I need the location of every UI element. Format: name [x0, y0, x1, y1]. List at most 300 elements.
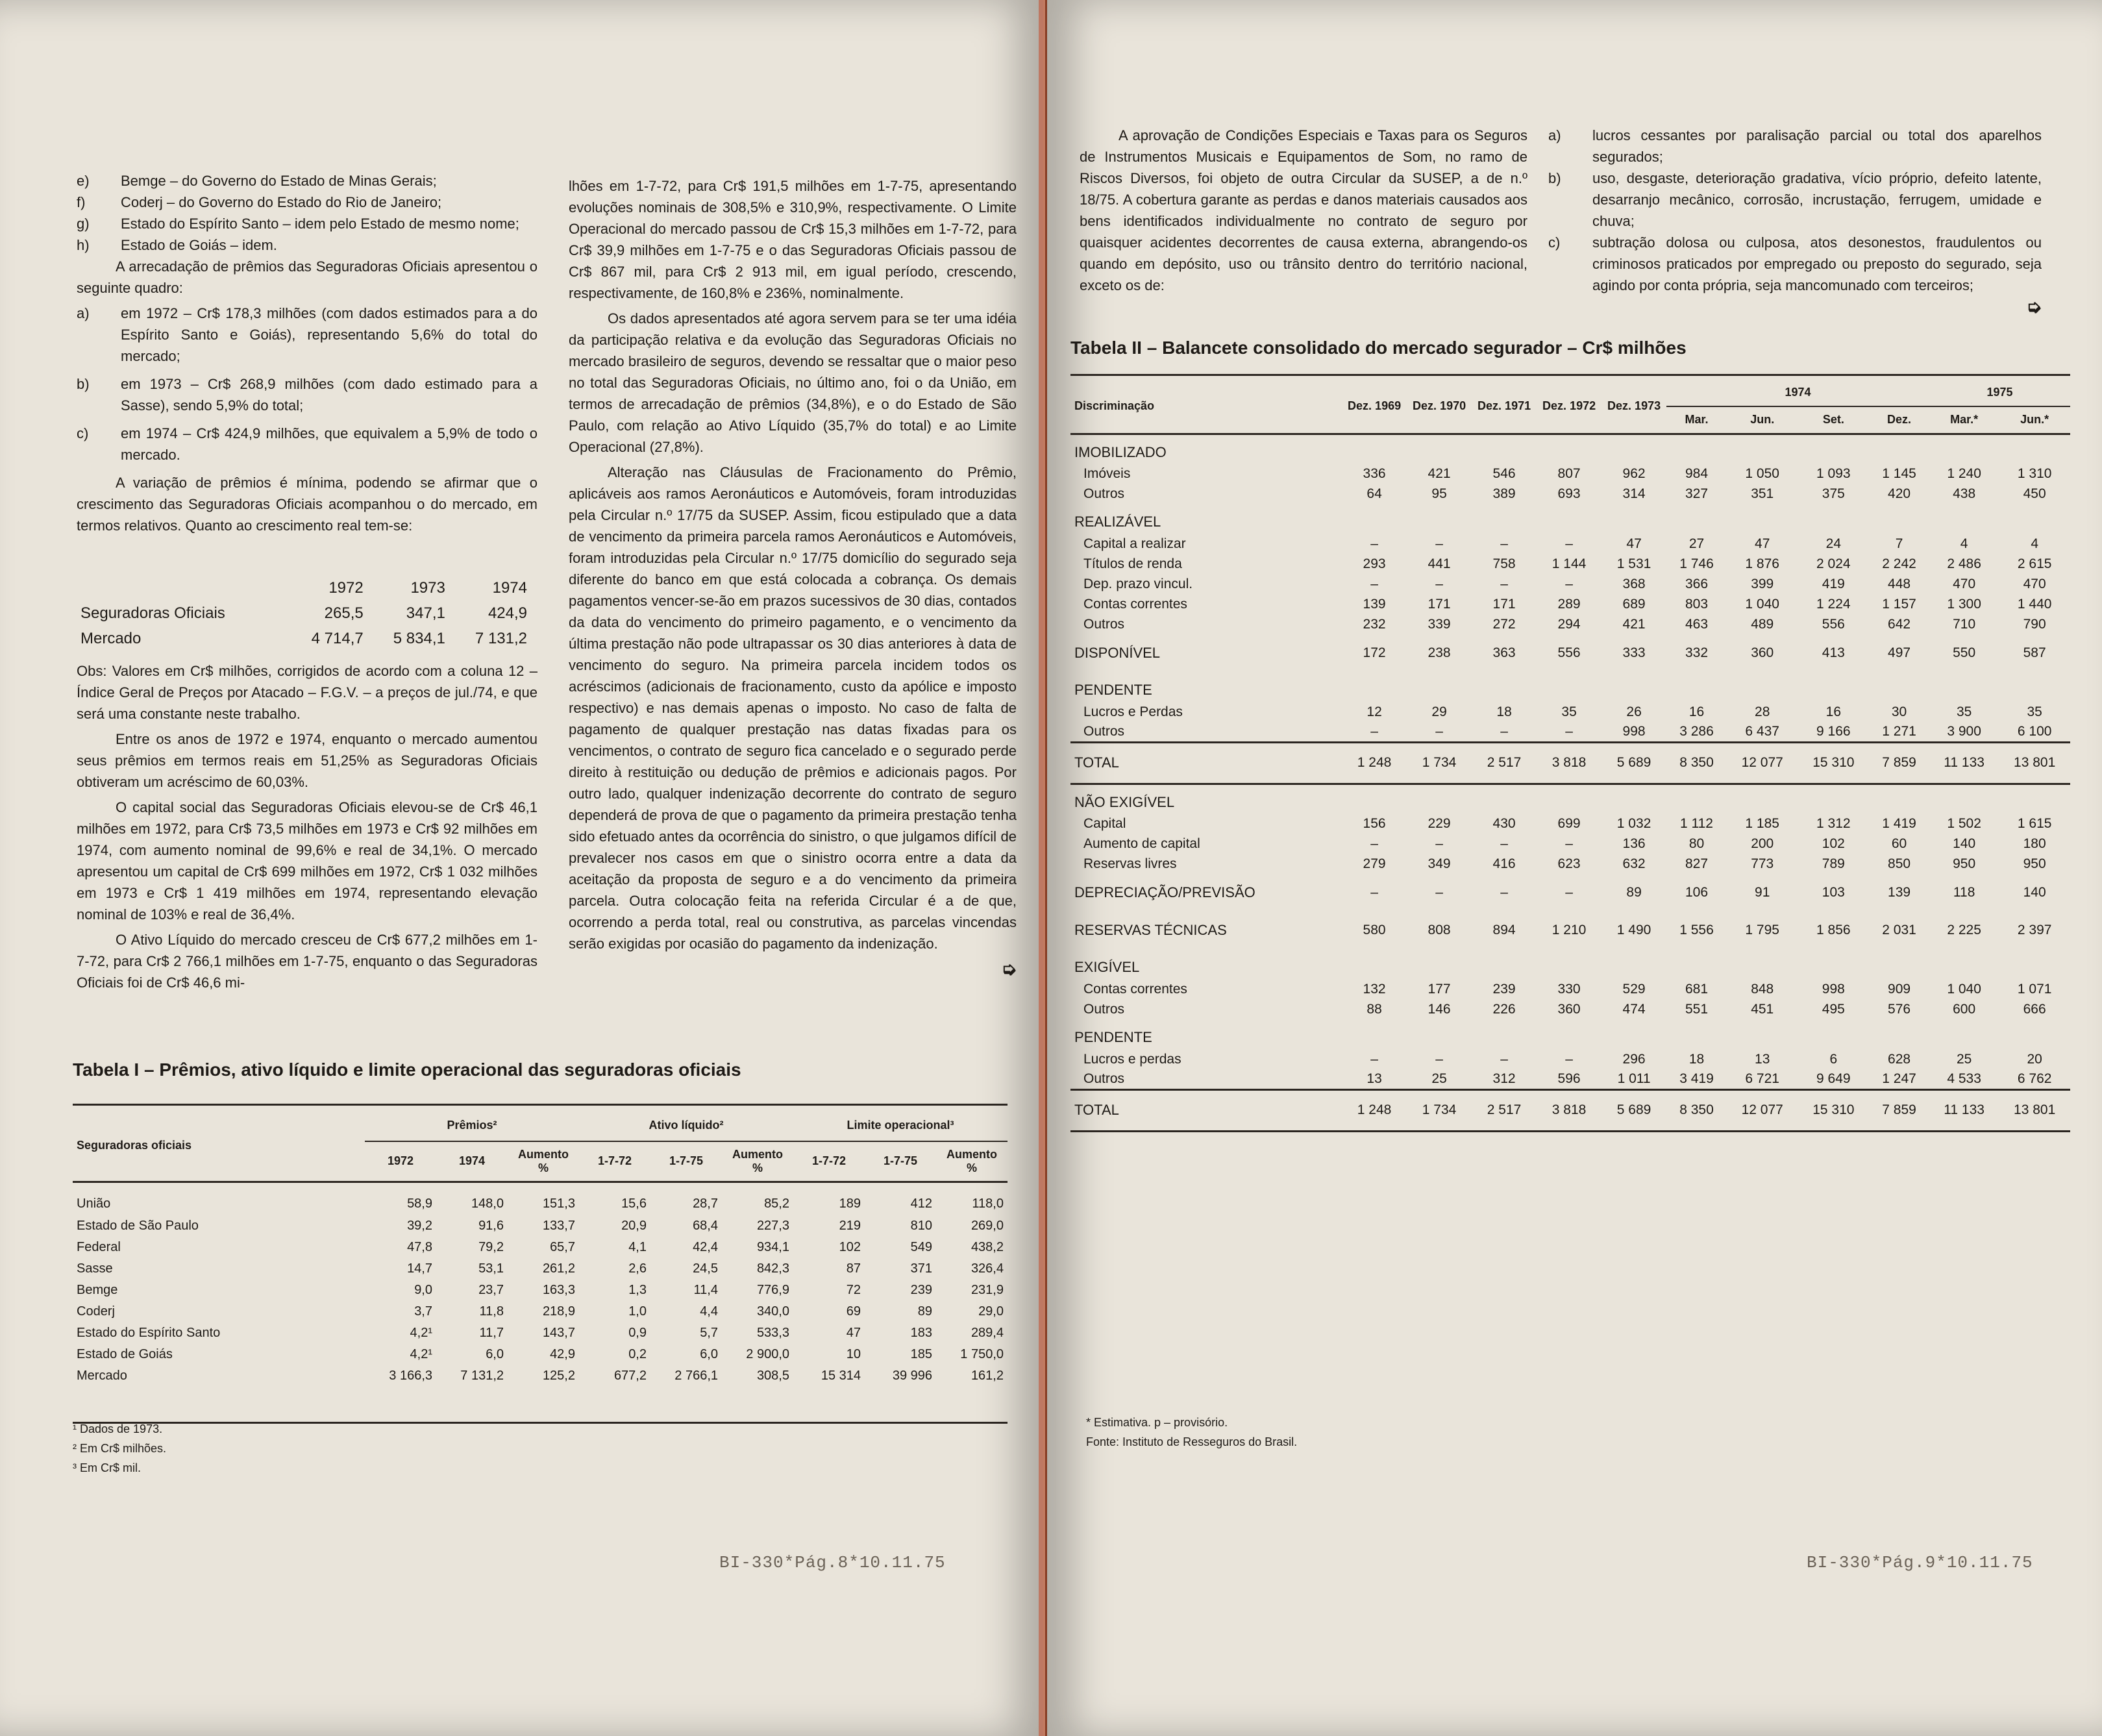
table-cell: 366: [1685, 576, 1709, 591]
table-cell: 962: [1622, 465, 1646, 481]
table-cell: 332: [1685, 645, 1709, 660]
table-cell: 1 419: [1882, 815, 1916, 831]
table-cell: 4,2¹: [410, 1347, 432, 1361]
table-cell: 12: [1366, 704, 1382, 719]
subcolumn-header: 1972: [387, 1154, 414, 1168]
observation-note: Obs: Valores em Cr$ milhões, corrigidos de acordo com a coluna 12 – Índice Geral de Preços por Atacado – F.G.V. – a preços de jul./74, e que será uma constante neste trabalho.: [77, 663, 538, 722]
table-cell: 1 185: [1745, 815, 1779, 831]
table-cell: 1 210: [1552, 923, 1587, 937]
table-cell: 293: [1363, 556, 1386, 571]
table-row: [73, 1301, 1008, 1322]
table-cell: 330: [1557, 981, 1581, 997]
list-item: f) Coderj – do Governo do Estado do Rio de Janeiro;: [77, 194, 442, 210]
table-cell: 340,0: [756, 1304, 789, 1319]
table-cell: 326,4: [971, 1261, 1004, 1276]
table-cell: 47: [1755, 536, 1770, 551]
table-cell: 140: [1953, 836, 1976, 851]
table-cell: 29: [1431, 704, 1447, 719]
list-item: h) Estado de Goiás – idem.: [77, 237, 277, 253]
table-cell: 2 031: [1882, 923, 1916, 937]
table-cell: 88: [1366, 1001, 1382, 1017]
table-cell: 8 350: [1679, 755, 1714, 770]
table-cell: 810: [910, 1219, 932, 1233]
table-cell: 106: [1685, 885, 1709, 900]
table-cell: 421: [1622, 616, 1646, 632]
table-cell: 419: [1822, 576, 1845, 591]
table-cell: 6 762: [2017, 1071, 2052, 1086]
table-cell: 189: [839, 1197, 861, 1211]
list-item: b) em 1973 – Cr$ 268,9 milhões (com dado estimado para a Sasse), sendo 5,9% do total;: [77, 376, 538, 414]
table-cell: 790: [2023, 616, 2046, 632]
section-label: REALIZÁVEL: [1074, 514, 1161, 530]
footnote: * Estimativa. p – provisório.: [1086, 1416, 1228, 1429]
table-cell: 3 286: [1679, 723, 1714, 739]
table-cell: 1 040: [1947, 981, 1981, 997]
table-cell: 9 166: [1816, 723, 1851, 739]
table-divider: [73, 1422, 1008, 1424]
table-cell: 314: [1622, 486, 1646, 501]
table-cell: 143,7: [542, 1326, 575, 1340]
table-cell: 950: [1953, 856, 1976, 871]
group-header: Limite operacional³: [793, 1110, 1008, 1141]
table-row: [1070, 999, 2070, 1019]
table-cell: 421: [1428, 465, 1451, 481]
footnote: ³ Em Cr$ mil.: [73, 1461, 141, 1474]
table-cell: 140: [2023, 885, 2046, 900]
table-cell: 308,5: [756, 1369, 789, 1383]
table-cell: 1 440: [2017, 596, 2052, 612]
table-cell: 1 224: [1816, 596, 1851, 612]
table-row: [1070, 834, 2070, 854]
table-cell: 463: [1685, 616, 1709, 632]
table-cell: 8 350: [1679, 1102, 1714, 1117]
table-cell: 296: [1622, 1051, 1646, 1067]
section-label: PENDENTE: [1074, 1029, 1152, 1045]
table-cell: –: [1370, 576, 1378, 591]
table-cell: 909: [1888, 981, 1911, 997]
table-row: [73, 1344, 1008, 1365]
source-note: Fonte: Instituto de Resseguros do Brasil.: [1086, 1435, 1298, 1448]
table-cell: 327: [1685, 486, 1709, 501]
table-cell: 773: [1751, 856, 1774, 871]
row-label: Estado de Goiás: [77, 1347, 173, 1361]
group-header: Prêmios²: [365, 1110, 579, 1141]
table-cell: 3 900: [1947, 723, 1981, 739]
group-header: 1975: [1929, 379, 2070, 406]
table-cell: 6 721: [1745, 1071, 1779, 1086]
table-cell: 238: [1428, 645, 1451, 660]
table-cell: 441: [1428, 556, 1451, 571]
section-label: IMOBILIZADO: [1074, 443, 1167, 460]
table-cell: 231,9: [971, 1283, 1004, 1297]
year-header: Dez. 1973: [1607, 399, 1661, 412]
table-cell: 7 131,2: [460, 1369, 504, 1383]
table-cell: 2 242: [1882, 556, 1916, 571]
table-cell: 850: [1888, 856, 1911, 871]
table-cell: 11,7: [479, 1326, 504, 1340]
table-cell: 269,0: [971, 1219, 1004, 1233]
table-cell: –: [1500, 1051, 1508, 1067]
row-label: Lucros e perdas: [1083, 1051, 1181, 1067]
table-cell: 28,7: [693, 1197, 718, 1211]
table-cell: 416: [1492, 856, 1516, 871]
table-row: [73, 1280, 1008, 1301]
table-cell: 2 397: [2017, 923, 2052, 937]
year-header: Dez. 1969: [1348, 399, 1402, 412]
table-cell: 360: [1751, 645, 1774, 660]
table-cell: 1 240: [1947, 465, 1981, 481]
year-header: 1974: [492, 579, 527, 597]
table-row: Seguradoras Oficiais 265,5 347,1 424,9: [80, 604, 527, 622]
table-cell: –: [1370, 836, 1378, 851]
table-cell: 11 133: [1944, 755, 1985, 770]
row-label: Outros: [1083, 486, 1125, 501]
table-cell: 1 310: [2017, 465, 2052, 481]
table-cell: 2 517: [1487, 755, 1522, 770]
month-header: Jun.: [1750, 413, 1775, 427]
table-cell: 16: [1825, 704, 1841, 719]
section-row: [1070, 672, 2070, 702]
year-header: 1972: [328, 579, 364, 597]
table-cell: –: [1435, 1051, 1443, 1067]
list-item: a) em 1972 – Cr$ 178,3 milhões (com dados estimados para a do Espírito Santo e Goiás), representando 5,6% do total do mercado;: [77, 305, 538, 364]
table-cell: 219: [839, 1219, 861, 1233]
table-cell: 984: [1685, 465, 1709, 481]
paragraph: Alteração nas Cláusulas de Fracionamento do Prêmio, aplicáveis aos ramos Aeronáuticos e Automóveis, foram introduzidas pela Circular n.º 17/75 da SUSEP. Assim, ficou estipulado que a data de vencimento da primeira parcela ramos Aeronáuticos e Automóveis, foram introduzidas pela Circular n.º 17/75 domicílio do segurado seja diferente do banco em que está colocada a cobrança. Os demais pagamentos vencer-se-ão em prazos sucessivos de 30 dias, contados da data do vencimento do primeiro pagamento, e o vencimento da última prestação não pode ultrapassar os 30 dias anteriores à data de vencimento do seguro. Na primeira parcela incidem todos os acréscimos (adicionais de fracionamento, custo da apólice e imposto respectivo) e nas demais apenas o imposto. No caso de falta de pagamento de qualquer prestação nas datas fixadas para os vencimentos, o contrato de seguro fica cancelado e o segurado perde direito à restituição ou dedução de prêmios e adicionais pagos. Por outro lado, qualquer indenização decorrente do contrato de seguro dependerá de prova de que o pagamento da primeira prestação tenha sido efetuado antes da ocorrência do sinistro, o que julgamos difícil de prevalecer nos casos em que o sinistro ocorra entre a data da aceitação da proposta de seguro e a do vencimento da primeira parcela. Outra colocação feita na referida Circular é a de que, ocorrendo a perda total, real ou construtiva, as parcelas vincendas serão exigidas por ocasião do pagamento da indenização.: [569, 464, 1017, 952]
table-cell: 10: [846, 1347, 861, 1361]
paragraph: Os dados apresentados até agora servem para se ter uma idéia da participação relativa e da evolução das Seguradoras Oficiais no mercado brasileiro de seguros, devendo se ressaltar que o maior peso no total das Seguradoras Oficiais, no último ano, foi o da União, em termos de arrecadação de prêmios (34,8%), e o do Estado de São Paulo, com relação ao Ativo Líquido (35,7% do total) e ao Limite Operacional (27,8%).: [569, 310, 1017, 455]
table-cell: 642: [1888, 616, 1911, 632]
list-premiums: [77, 303, 538, 465]
table-2-title: Tabela II – Balancete consolidado do mercado segurador – Cr$ milhões: [1070, 338, 1687, 358]
table-cell: 7 859: [1882, 1102, 1916, 1117]
table-row: [1070, 979, 2070, 999]
table-cell: 489: [1751, 616, 1774, 632]
table-cell: 58,9: [407, 1197, 432, 1211]
table-cell: 827: [1685, 856, 1709, 871]
continue-arrow-icon: ➭: [1001, 959, 1017, 979]
month-header: Jun.*: [2020, 413, 2049, 427]
table-cell: 529: [1622, 981, 1646, 997]
table-cell: 4: [2031, 536, 2038, 551]
table-cell: 60: [1891, 836, 1907, 851]
paragraph: A arrecadação de prêmios das Seguradoras Oficiais apresentou o seguinte quadro:: [77, 258, 538, 296]
table-cell: 1 876: [1745, 556, 1779, 571]
row-label: Lucros e Perdas: [1083, 704, 1183, 719]
table-cell: 1 011: [1617, 1071, 1651, 1086]
table-cell: –: [1435, 836, 1443, 851]
table-cell: 35: [1956, 704, 1972, 719]
table-cell: 789: [1822, 856, 1845, 871]
table-cell: 375: [1822, 486, 1845, 501]
table-cell: 1 556: [1679, 923, 1714, 937]
table-cell: 72: [846, 1283, 861, 1297]
table-cell: 1 040: [1745, 596, 1779, 612]
table-cell: 0,2: [628, 1347, 647, 1361]
table-row: [1070, 722, 2070, 742]
list-item: e) Bemge – do Governo do Estado de Minas Gerais;: [77, 173, 437, 189]
table-cell: 1 734: [1422, 1102, 1457, 1117]
right-page: [1047, 0, 2102, 1736]
table-cell: 450: [2023, 486, 2046, 501]
table-cell: 1 112: [1679, 815, 1713, 831]
paragraph: Entre os anos de 1972 e 1974, enquanto o mercado aumentou seus prêmios em termos reais em 51,25% as Seguradoras Oficiais obtiveram um acréscimo de 60,03%.: [77, 731, 538, 790]
table-cell: 15 310: [1812, 1102, 1855, 1117]
paragraph: lhões em 1-7-72, para Cr$ 191,5 milhões em 1-7-75, apresentando evoluções nominais de 308,5% e 310,9%, respectivamente. O Limite Operacional do mercado passou de Cr$ 15,3 milhões em 1-7-72, para Cr$ 39,9 milhões em 1-7-75 e o das Seguradoras Oficiais passou de Cr$ 867 mil, para Cr$ 2 913 mil, em igual período, crescendo, respectivamente, de 160,8% e 236%, nominalmente.: [569, 178, 1017, 301]
table-cell: 79,2: [478, 1240, 504, 1254]
table-row: Mercado 4 714,7 5 834,1 7 131,2: [80, 630, 527, 647]
table-cell: 1 247: [1882, 1071, 1916, 1086]
section-label: PENDENTE: [1074, 682, 1152, 698]
table-row: [1070, 1069, 2070, 1089]
row-label: TOTAL: [1074, 754, 1119, 771]
table-cell: 470: [1953, 576, 1976, 591]
table-cell: 681: [1685, 981, 1709, 997]
table-cell: 35: [2027, 704, 2042, 719]
table-cell: 1 856: [1816, 923, 1851, 937]
table-cell: 0,9: [628, 1326, 647, 1340]
table-cell: 1 157: [1882, 596, 1916, 612]
row-label: Reservas livres: [1083, 856, 1177, 871]
table-cell: 18: [1688, 1051, 1705, 1067]
table-cell: 148,0: [471, 1197, 504, 1211]
table-cell: –: [1565, 576, 1573, 591]
table-cell: 177: [1428, 981, 1451, 997]
table-cell: –: [1500, 576, 1508, 591]
footnote: ¹ Dados de 1973.: [73, 1422, 163, 1435]
table-cell: 4,1: [628, 1240, 647, 1254]
table-cell: 2 766,1: [674, 1369, 718, 1383]
table-cell: 24,5: [693, 1261, 718, 1276]
table-cell: 474: [1622, 1001, 1646, 1017]
table-cell: 628: [1888, 1051, 1911, 1067]
table-cell: 998: [1622, 723, 1646, 739]
table-cell: 1 531: [1616, 556, 1651, 571]
table-cell: 1 145: [1882, 465, 1916, 481]
list-governments: [77, 170, 538, 256]
table-row: [1070, 911, 2070, 949]
table-cell: 351: [1751, 486, 1774, 501]
table-cell: 689: [1622, 596, 1646, 612]
table-cell: 23,7: [478, 1283, 504, 1297]
table-cell: 5 689: [1616, 1102, 1651, 1117]
table-cell: 227,3: [756, 1219, 789, 1233]
table-cell: 497: [1888, 645, 1911, 660]
table-cell: 6: [1829, 1051, 1838, 1067]
left-column-2: [569, 175, 1017, 981]
paragraph: O capital social das Seguradoras Oficiais elevou-se de Cr$ 46,1 milhões em 1972, para Cr$ 73,5 milhões em 1973 e Cr$ 92 milhões em 1974, com aumento nominal de 99,6% e real de 34,1%. O mercado apresentou um capital de Cr$ 699 milhões em 1972, Cr$ 1 032 milhões em 1973 e Cr$ 1 419 milhões em 1974, representando elevação nominal de 103% e real de 36,4%.: [77, 799, 538, 923]
table-row: [1070, 634, 2070, 672]
table-cell: 30: [1891, 704, 1907, 719]
subcolumn-header: 1-7-72: [597, 1154, 632, 1168]
table-cell: 279: [1363, 856, 1386, 871]
table-cell: 363: [1492, 645, 1516, 660]
table-cell: –: [1370, 885, 1378, 900]
table-cell: 95: [1431, 486, 1447, 501]
table-cell: 451: [1751, 1001, 1774, 1017]
table-cell: 29,0: [978, 1304, 1004, 1319]
table-cell: 13 801: [2014, 1102, 2056, 1117]
table-cell: 438,2: [971, 1240, 1004, 1254]
table-cell: 3 818: [1552, 1102, 1587, 1117]
table-row: [1070, 594, 2070, 614]
table-cell: 118: [1953, 885, 1975, 900]
table-cell: 103: [1822, 885, 1845, 900]
table-cell: 1 312: [1816, 815, 1851, 831]
table-cell: 842,3: [756, 1261, 789, 1276]
table-cell: 239: [910, 1283, 932, 1297]
table-cell: 185: [910, 1347, 932, 1361]
row-label: TOTAL: [1074, 1102, 1119, 1118]
row-label: Coderj: [77, 1304, 115, 1319]
table-cell: 371: [910, 1261, 932, 1276]
table-divider: [73, 1104, 1008, 1106]
table-cell: 136: [1622, 836, 1646, 851]
row-label: Contas correntes: [1083, 596, 1187, 612]
table-cell: 934,1: [756, 1240, 789, 1254]
left-column-1: [77, 170, 538, 997]
table-1: [73, 1110, 1008, 1387]
group-header: 1974: [1666, 379, 1929, 406]
table-cell: –: [1565, 885, 1573, 900]
table-cell: 693: [1557, 486, 1581, 501]
right-column-1: [1080, 125, 1527, 300]
table-row: [73, 1237, 1008, 1258]
table-cell: 272: [1492, 616, 1516, 632]
table-cell: 3 166,3: [389, 1369, 432, 1383]
table-cell: 15 314: [821, 1369, 861, 1383]
paragraph: A aprovação de Condições Especiais e Taxas para os Seguros de Instrumentos Musicais e Equipamentos de Som, no ramo de Riscos Diversos, foi objeto de outra Circular da SUSEP, a de n.º 18/75. A cobertura garante as perdas e danos materiais causados aos bens identificados individualmente no contrato de seguro por quaisquer acidentes decorrentes de causa externa, abrangendo-os quando em depósito, uso ou trânsito dentro do território nacional, exceto os de:: [1080, 127, 1527, 293]
table-cell: 102: [1822, 836, 1845, 851]
table-row: [73, 1258, 1008, 1280]
table-cell: 69: [846, 1304, 861, 1319]
table-cell: –: [1500, 536, 1508, 551]
table-cell: 12 077: [1741, 755, 1783, 770]
table-cell: 368: [1622, 576, 1646, 591]
table-cell: –: [1370, 1051, 1378, 1067]
table-cell: 180: [2023, 836, 2046, 851]
table-2: [1070, 379, 2070, 1132]
table-cell: 1 248: [1357, 755, 1392, 770]
table-cell: 336: [1363, 465, 1386, 481]
table-cell: 294: [1557, 616, 1581, 632]
table-cell: 28: [1755, 704, 1770, 719]
total-row: [1070, 742, 2070, 784]
year-header: Dez. 1972: [1542, 399, 1596, 412]
table-cell: 91: [1755, 885, 1770, 900]
table-cell: 6 100: [2017, 723, 2052, 739]
table-cell: 549: [910, 1240, 932, 1254]
row-label: Outros: [1083, 1071, 1125, 1086]
table-1-notes: [73, 1419, 166, 1478]
table-row: [1070, 614, 2070, 634]
section-row: [1070, 1019, 2070, 1049]
table-cell: 600: [1953, 1001, 1976, 1017]
table-cell: 389: [1492, 486, 1516, 501]
table-cell: 229: [1428, 815, 1451, 831]
table-cell: 1 615: [2017, 815, 2052, 831]
table-cell: 1 032: [1616, 815, 1651, 831]
row-label: Outros: [1083, 616, 1125, 632]
row-label: DEPRECIAÇÃO/PREVISÃO: [1074, 884, 1255, 900]
table-row: [73, 1215, 1008, 1237]
table-cell: 11,8: [479, 1304, 504, 1319]
table-cell: 776,9: [756, 1283, 789, 1297]
table-cell: –: [1435, 576, 1443, 591]
section-row: [1070, 949, 2070, 979]
row-label: União: [77, 1197, 111, 1211]
table-cell: 1 248: [1357, 1102, 1392, 1117]
table-row: [73, 1182, 1008, 1215]
table-cell: 4,2¹: [410, 1326, 432, 1340]
table-cell: 289: [1557, 596, 1581, 612]
month-header: Mar.: [1685, 413, 1709, 427]
table-cell: 399: [1751, 576, 1774, 591]
section-row: [1070, 504, 2070, 534]
table-cell: 758: [1492, 556, 1516, 571]
table-cell: 1 300: [1947, 596, 1981, 612]
table-cell: 6,0: [486, 1347, 504, 1361]
table-cell: 666: [2023, 1001, 2046, 1017]
table-cell: 1,0: [628, 1304, 647, 1319]
table-cell: 1 490: [1616, 923, 1651, 937]
table-cell: 9,0: [414, 1283, 432, 1297]
table-cell: 5 689: [1616, 755, 1651, 770]
row-label: Bemge: [77, 1283, 118, 1297]
total-row: [1070, 1089, 2070, 1131]
table-cell: 42,9: [550, 1347, 575, 1361]
table-cell: 13 801: [2014, 755, 2056, 770]
table-cell: 89: [1626, 885, 1642, 900]
year-header: Dez. 1971: [1478, 399, 1531, 412]
table-cell: 11,4: [693, 1283, 718, 1297]
table-row: [1070, 534, 2070, 554]
section-row: [1070, 434, 2070, 464]
table-cell: 20: [2027, 1051, 2042, 1067]
table-cell: –: [1370, 536, 1378, 551]
row-label: Estado de São Paulo: [77, 1219, 199, 1233]
table-cell: 1 750,0: [960, 1347, 1004, 1361]
table-cell: 261,2: [542, 1261, 575, 1276]
table-cell: 163,3: [542, 1283, 575, 1297]
table-cell: 807: [1557, 465, 1581, 481]
table-cell: 587: [2023, 645, 2046, 660]
list-item: a) lucros cessantes por paralisação parcial ou total dos aparelhos segurados;: [1548, 127, 2042, 165]
table-cell: 2 486: [1947, 556, 1981, 571]
table-cell: 556: [1557, 645, 1581, 660]
table-cell: 576: [1888, 1001, 1911, 1017]
paragraph: A variação de prêmios é mínima, podendo se afirmar que o crescimento das Seguradoras Oficiais acompanhou o do mercado, em termos relativos. Quanto ao crescimento real tem-se:: [77, 475, 538, 534]
table-cell: 677,2: [613, 1369, 647, 1383]
section-label: NÃO EXIGÍVEL: [1074, 793, 1175, 810]
table-cell: 27: [1688, 536, 1705, 551]
list-item: c) subtração dolosa ou culposa, atos desonestos, fraudulentos ou criminosos praticados por empregado ou preposto do segurado, seja agindo por conta própria, seja mancomunado com terceiros;: [1548, 234, 2042, 293]
row-label: Aumento de capital: [1083, 836, 1200, 851]
table-cell: –: [1435, 536, 1443, 551]
table-cell: 102: [839, 1240, 861, 1254]
table-cell: 550: [1953, 645, 1976, 660]
table-cell: 950: [2023, 856, 2046, 871]
table-cell: 161,2: [971, 1369, 1004, 1383]
table-cell: 85,2: [764, 1197, 789, 1211]
table-cell: 15,6: [621, 1197, 647, 1211]
table-cell: 339: [1428, 616, 1451, 632]
year-header: Dez. 1970: [1413, 399, 1466, 412]
row-label: Estado do Espírito Santo: [77, 1326, 221, 1340]
table-cell: 183: [910, 1326, 932, 1340]
table-cell: 2 615: [2017, 556, 2052, 571]
table-cell: 430: [1492, 815, 1516, 831]
